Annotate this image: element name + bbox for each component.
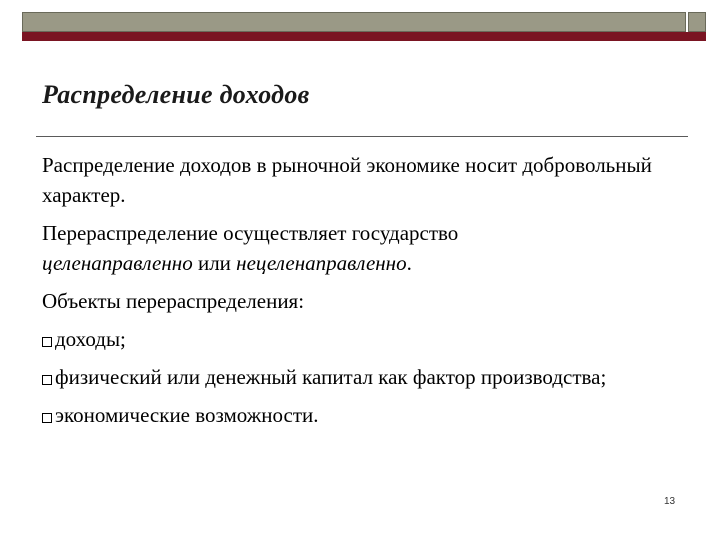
title-divider bbox=[36, 136, 688, 137]
square-bullet-icon bbox=[42, 375, 52, 385]
bullet-text: физический или денежный капитал как фактор производства; bbox=[55, 365, 607, 389]
bullet-item bbox=[42, 324, 682, 354]
slide-body bbox=[42, 150, 682, 438]
redistribution-lead: Перераспределение осуществляет государство bbox=[42, 221, 459, 245]
redistribution-or: или bbox=[192, 251, 237, 275]
square-bullet-icon bbox=[42, 337, 52, 347]
bullet-text: доходы; bbox=[55, 327, 126, 351]
slide-title: Распределение доходов bbox=[42, 80, 310, 109]
paragraph-objects: Объекты перераспределения: bbox=[42, 289, 305, 313]
bullet-item bbox=[42, 362, 682, 392]
header-gray-square bbox=[688, 12, 706, 32]
bullet-text: экономические возможности. bbox=[55, 403, 319, 427]
page-number: 13 bbox=[664, 496, 676, 507]
header-gray-band bbox=[22, 12, 686, 32]
square-bullet-icon bbox=[42, 413, 52, 423]
redistribution-end: . bbox=[406, 251, 412, 275]
redistribution-targeted: целенаправленно bbox=[42, 251, 193, 275]
paragraph-redistribution bbox=[42, 218, 682, 278]
paragraph-distribution: Распределение доходов в рыночной экономике носит добровольный характер. bbox=[42, 153, 652, 207]
header-red-band bbox=[22, 32, 706, 41]
bullet-item bbox=[42, 400, 682, 430]
redistribution-untargeted: нецеленаправленно bbox=[236, 251, 407, 275]
